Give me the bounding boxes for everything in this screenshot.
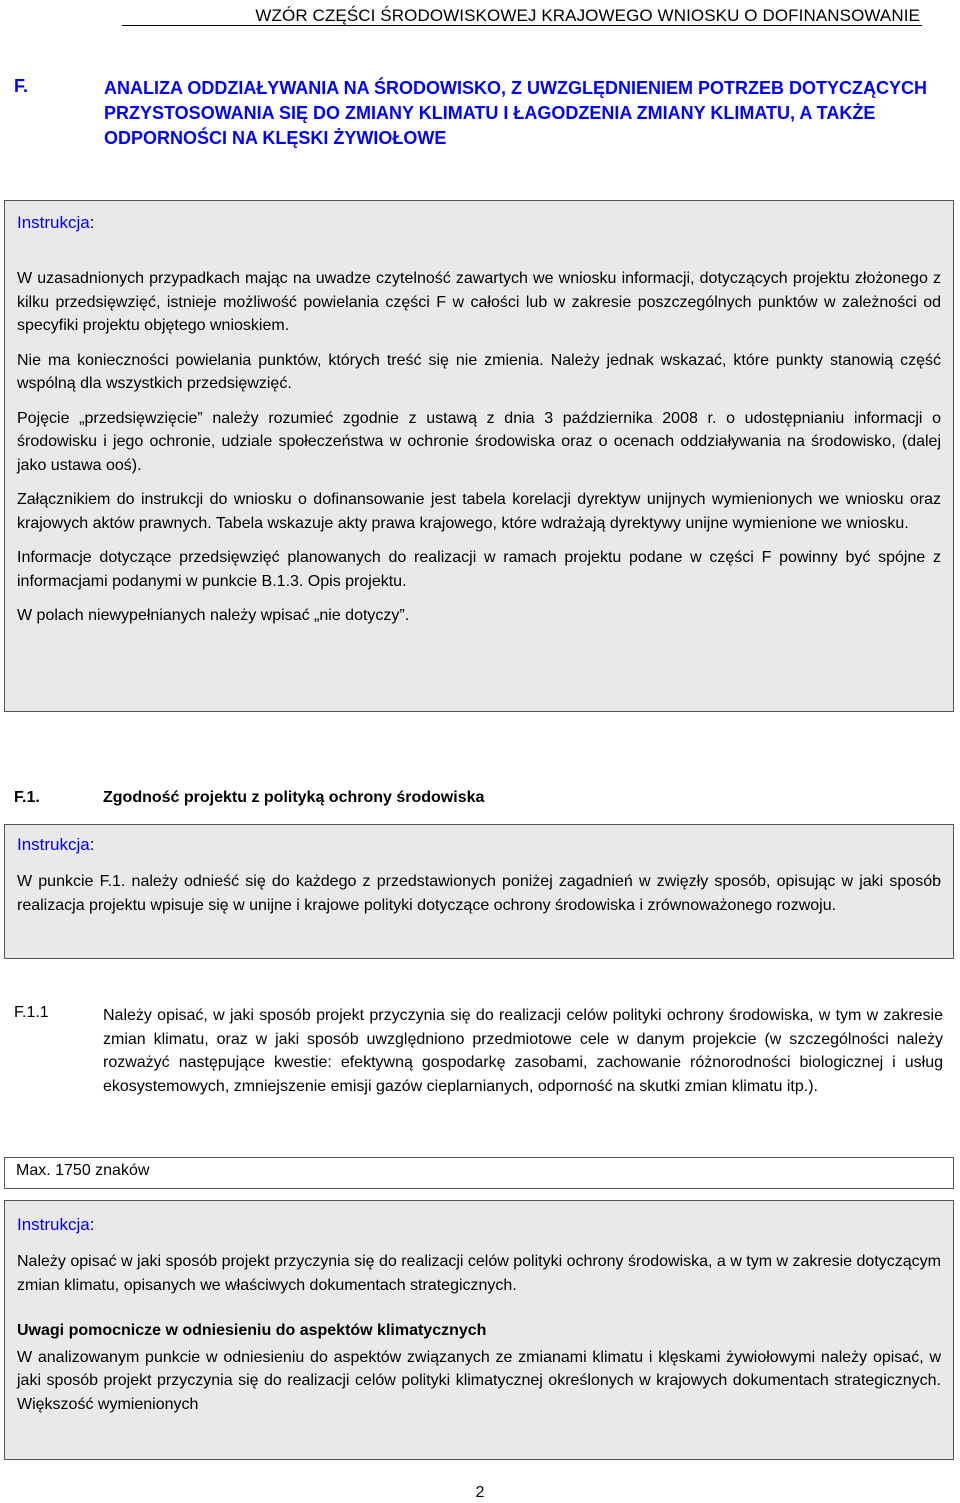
instruction-box — [4, 824, 954, 959]
subsection-title: Zgodność projektu z polityką ochrony środowiska — [103, 789, 485, 806]
instruction-paragraph: Nie ma konieczności powielania punktów, których treść się nie zmienia. Należy jednak wskazać, które punkty stanowią część wspólną dla wszystkich przedsięwzięć. — [17, 351, 941, 392]
subsection-number: F.1. — [14, 789, 40, 806]
instruction-text: W punkcie F.1. należy odnieść się do każdego z przedstawionych poniżej zagadnień w zwięzły sposób, opisując w jaki sposób realizacja projektu wpisuje się w unijne i krajowe polityki dotyczące ochrony środowiska i zrównoważonego rozwoju. — [17, 873, 941, 914]
instruction-paragraph: W polach niewypełnianych należy wpisać „nie dotyczy”. — [17, 607, 410, 624]
instruction-paragraph: W uzasadnionych przypadkach mając na uwadze czytelność zawartych we wniosku informacji, dotyczących projektu złożonego z kilku przedsięwzięć, istnieje możliwość powielania części F w całości lub w zakresie poszczególnych punktów w zależności od specyfiki projektu objętego wnioskiem. — [17, 270, 941, 334]
helper-text: W analizowanym punkcie w odniesieniu do aspektów związanych ze zmianami klimatu i klęskami żywiołowymi należy opisać, w jaki sposób projekt przyczynia się do realizacji celów polityki klimatycznej określonych w krajowych dokumentach strategicznych. Większość wymienionych — [17, 1348, 941, 1413]
instruction-text: Należy opisać w jaki sposób projekt przyczynia się do realizacji celów polityki ochrony środowiska, a w tym w zakresie dotyczącym zmian klimatu, opisanych we właściwych dokumentach strategicznych. — [17, 1253, 941, 1294]
instruction-text — [17, 267, 941, 628]
document-header: WZÓR CZĘŚCI ŚRODOWISKOWEJ KRAJOWEGO WNIOSKU O DOFINANSOWANIE — [255, 6, 920, 25]
instruction-paragraph: Informacje dotyczące przedsięwzięć planowanych do realizacji w ramach projektu podane w części F powinny być spójne z informacjami podanymi w punkcie B.1.3. Opis projektu. — [17, 549, 941, 590]
instruction-label: Instrukcja: — [17, 213, 95, 232]
instruction-label: Instrukcja: — [17, 1215, 95, 1234]
char-limit-label: Max. 1750 znaków — [16, 1162, 150, 1179]
page-number: 2 — [475, 1484, 485, 1501]
section-title: ANALIZA ODDZIAŁYWANIA NA ŚRODOWISKO, Z UWZGLĘDNIENIEM POTRZEB DOTYCZĄCYCH PRZYSTOSOWANIA SIĘ DO ZMIANY KLIMATU I ŁAGODZENIA ZMIANY KLIMATU, A TAKŻE ODPORNOŚCI NA KLĘSKI ŻYWIOŁOWE — [104, 78, 927, 148]
section-number: F. — [14, 76, 29, 96]
instruction-paragraph: Załącznikiem do instrukcji do wniosku o dofinansowanie jest tabela korelacji dyrektyw unijnych wymienionych we wniosku oraz krajowych aktów prawnych. Tabela wskazuje akty prawa krajowego, które wdrażają dyrektywy unijne wymienione we wniosku. — [17, 491, 941, 532]
instruction-box — [4, 1200, 954, 1460]
header-underline — [122, 25, 922, 26]
instruction-paragraph: Pojęcie „przedsięwzięcie” należy rozumieć zgodnie z ustawą z dnia 3 października 2008 r. o udostępnianiu informacji o środowisku i jego ochronie, udziale społeczeństwa w ochronie środowiska oraz o ocenach oddziaływania na środowisko, (dalej jako ustawa ooś). — [17, 409, 941, 474]
item-number: F.1.1 — [14, 1004, 49, 1021]
item-description: Należy opisać, w jaki sposób projekt przyczynia się do realizacji celów polityki ochrony środowiska, w tym w zakresie zmian klimatu, oraz w jaki sposób uwzględniono przedmiotowe cele w danym projekcie (w szczególności należy rozważyć następujące kwestie: efektywną gospodarkę zasobami, zachowanie różnorodności biologicznej i usług ekosystemowych, zmniejszenie emisji gazów cieplarnianych, odporność na skutki zmian klimatu itp.). — [103, 1007, 943, 1095]
helper-heading: Uwagi pomocnicze w odniesieniu do aspektów klimatycznych — [17, 1322, 487, 1339]
instruction-box — [4, 200, 954, 712]
instruction-label: Instrukcja: — [17, 835, 95, 854]
